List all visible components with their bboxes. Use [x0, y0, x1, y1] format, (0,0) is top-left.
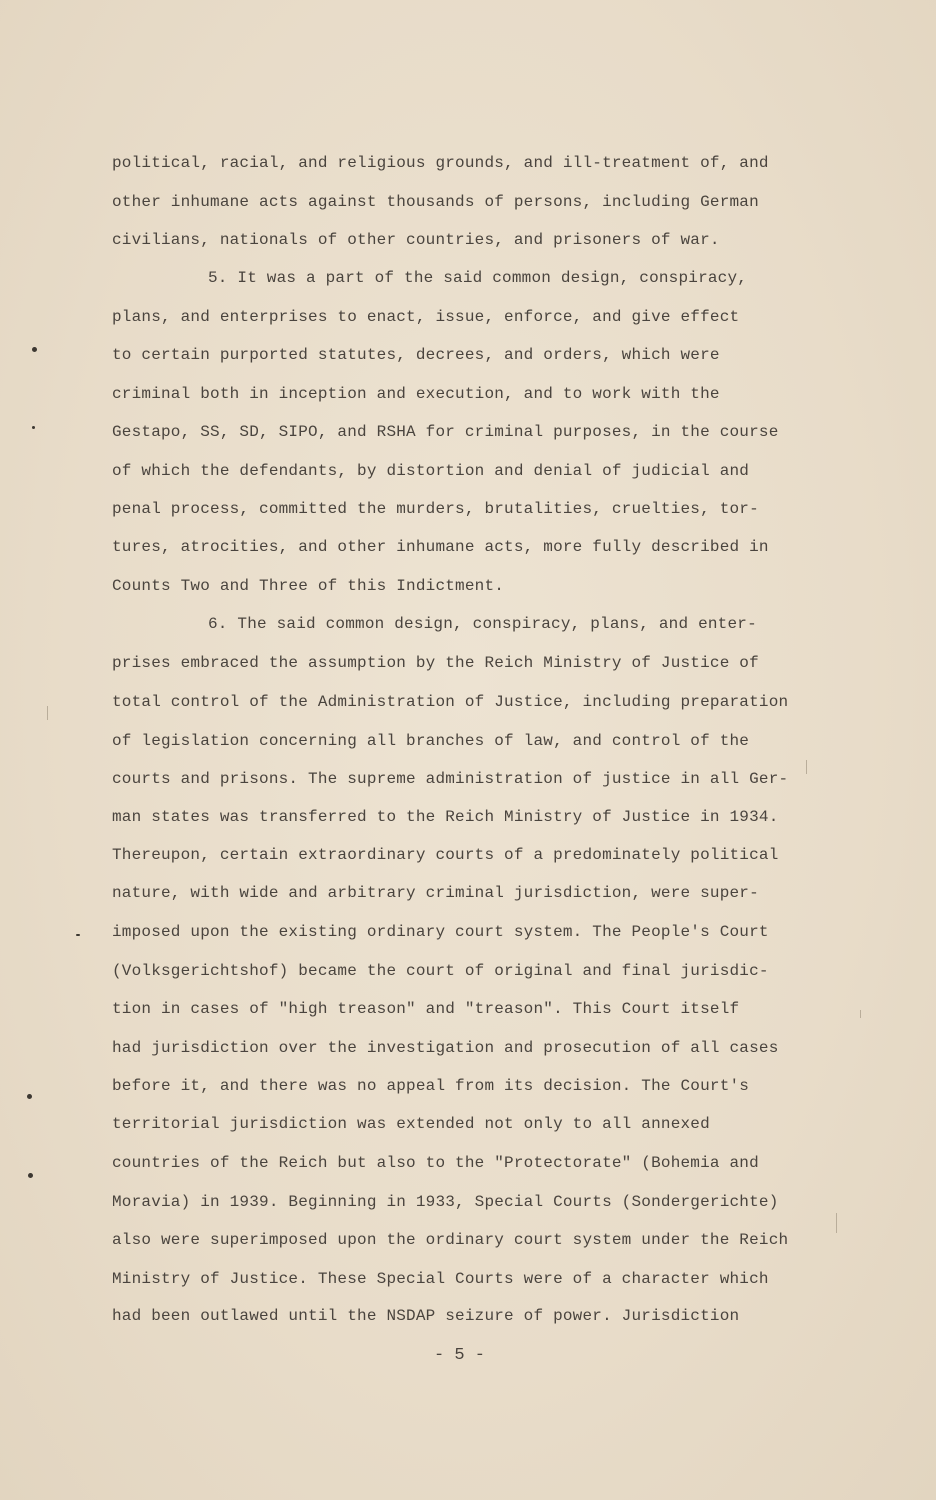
margin-speck	[27, 1094, 32, 1099]
text-line-11: tures, atrocities, and other inhumane acts, more fully described in	[112, 538, 769, 556]
text-line-24: had jurisdiction over the investigation and prosecution of all cases	[112, 1039, 779, 1057]
text-line-16: of legislation concerning all branches of law, and control of the	[112, 732, 750, 750]
margin-tick	[836, 1213, 837, 1233]
text-line-3: civilians, nationals of other countries, and prisoners of war.	[112, 231, 720, 249]
text-line-31: had been outlawed until the NSDAP seizure of power. Jurisdiction	[112, 1307, 740, 1325]
text-line-29: also were superimposed upon the ordinary court system under the Reich	[112, 1231, 789, 1249]
paragraph-6-start: 6. The said common design, conspiracy, plans, and enter-	[208, 615, 757, 633]
text-line-7: criminal both in inception and execution, and to work with the	[112, 385, 720, 403]
text-line-2: other inhumane acts against thousands of persons, including German	[112, 193, 759, 211]
text-line-14: prises embraced the assumption by the Reich Ministry of Justice of	[112, 654, 759, 672]
text-line-10: penal process, committed the murders, brutalities, cruelties, tor-	[112, 500, 759, 518]
text-line-30: Ministry of Justice. These Special Courts were of a character which	[112, 1270, 769, 1288]
text-line-18: man states was transferred to the Reich Ministry of Justice in 1934.	[112, 808, 779, 826]
text-line-25: before it, and there was no appeal from its decision. The Court's	[112, 1077, 750, 1095]
margin-speck	[32, 347, 37, 352]
text-line-9: of which the defendants, by distortion and denial of judicial and	[112, 462, 750, 480]
text-line-6: to certain purported statutes, decrees, and orders, which were	[112, 346, 720, 364]
margin-speck	[32, 426, 35, 429]
text-line-28: Moravia) in 1939. Beginning in 1933, Special Courts (Sondergerichte)	[112, 1193, 779, 1211]
text-line-20: nature, with wide and arbitrary criminal jurisdiction, were super-	[112, 884, 759, 902]
margin-tick	[806, 760, 807, 774]
margin-tick	[860, 1010, 861, 1018]
text-line-19: Thereupon, certain extraordinary courts of a predominately political	[112, 846, 779, 864]
paragraph-5-start: 5. It was a part of the said common design, conspiracy,	[208, 269, 748, 287]
text-line-15: total control of the Administration of Justice, including preparation	[112, 693, 789, 711]
margin-speck	[76, 934, 80, 936]
text-line-1: political, racial, and religious grounds, and ill-treatment of, and	[112, 154, 769, 172]
margin-tick	[47, 706, 48, 720]
text-line-27: countries of the Reich but also to the "Protectorate" (Bohemia and	[112, 1154, 759, 1172]
text-line-5: plans, and enterprises to enact, issue, enforce, and give effect	[112, 308, 740, 326]
page-number: - 5 -	[434, 1346, 486, 1365]
text-line-21: imposed upon the existing ordinary court system. The People's Court	[112, 923, 769, 941]
text-line-22: (Volksgerichtshof) became the court of original and final jurisdic-	[112, 962, 769, 980]
text-line-8: Gestapo, SS, SD, SIPO, and RSHA for criminal purposes, in the course	[112, 423, 779, 441]
text-line-26: territorial jurisdiction was extended not only to all annexed	[112, 1115, 710, 1133]
text-line-23: tion in cases of "high treason" and "treason". This Court itself	[112, 1000, 740, 1018]
margin-speck	[28, 1173, 33, 1178]
text-line-17: courts and prisons. The supreme administration of justice in all Ger-	[112, 770, 789, 788]
text-line-12: Counts Two and Three of this Indictment.	[112, 577, 505, 595]
